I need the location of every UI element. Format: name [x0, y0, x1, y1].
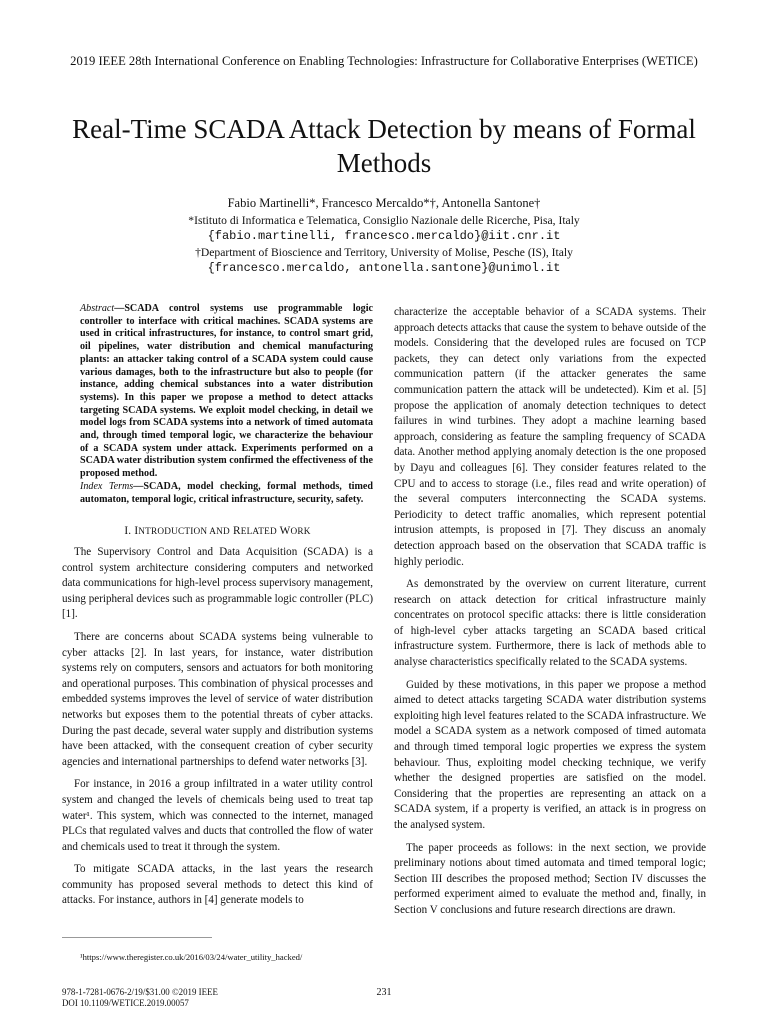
right-column-body — [394, 305, 706, 926]
intro-paragraph: To mitigate SCADA attacks, in the last years the research community has proposed several methods to detect this kind of attacks. For instance, authors in [4] generate models to — [62, 863, 373, 907]
section-heading: I. INTRODUCTION AND RELATED WORK — [124, 525, 311, 537]
author-emails-2: {francesco.mercaldo, antonella.santone}@unimol.it — [207, 261, 561, 275]
intro-paragraph: As demonstrated by the overview on current literature, current research on attack detection for critical infrastructure mainly concentrates on protocol specific attacks: there is little consideration of high-level cyber attacks targeting an SCADA based critical infrastructure system. Furthermore, there is lack of methods able to analyse characteristics specifically related to the SCADA systems. — [394, 578, 706, 669]
intro-paragraph: Guided by these motivations, in this paper we propose a method aimed to detect attacks targeting SCADA water distribution systems exploiting high level features related to the SCADA infrastructure. We model a SCADA system as a network composed of timed automata and through timed temporal logic properties we express the system behaviour. Thus, exploiting model checking technique, we verify whether the designed properties are satisfied on the model. Considering that the properties are representing an attack on a SCADA system, if a property is verified, an attack is in progress on the analysed system. — [394, 678, 706, 831]
author-list: Fabio Martinelli*, Francesco Mercaldo*†, Antonella Santone† — [227, 196, 541, 210]
intro-paragraph: There are concerns about SCADA systems being vulnerable to cyber attacks [2]. In last years, for instance, water distribution systems rely on computers, sensors and actuators for both monitoring and operational purposes. This combination of physical processes and embedded systems improves the level of service of water distribution networks but exposes them to the potential threats of cyber attacks. During the past decade, several water supply and distribution systems have been attacked, with the consequent creation of cyber security agencies and international partnerships to defend water networks [3]. — [62, 630, 373, 768]
index-terms — [80, 481, 373, 506]
author-emails-1: {fabio.martinelli, francesco.mercaldo}@iit.cnr.it — [207, 229, 561, 243]
abstract-block — [80, 303, 373, 506]
abstract-paragraph — [80, 303, 373, 481]
page-number: 231 — [376, 987, 392, 998]
affiliation-1: *Istituto di Informatica e Telematica, Consiglio Nazionale delle Ricerche, Pisa, Italy — [188, 214, 580, 227]
left-column-body — [62, 545, 373, 916]
intro-paragraph: The paper proceeds as follows: in the next section, we provide preliminary notions about timed automata and timed temporal logic; Section III describes the proposed method; Section IV discusses the performed experiment aimed to evaluate the method and, finally, in Section V conclusions and future research directions are drawn. — [394, 841, 706, 916]
paper-title: Real-Time SCADA Attack Detection by means of Formal Methods — [72, 114, 696, 178]
abstract-label: Abstract — [80, 303, 115, 314]
affiliation-2: †Department of Bioscience and Territory, University of Molise, Pesche (IS), Italy — [195, 246, 573, 259]
intro-paragraph: For instance, in 2016 a group infiltrated in a water utility control system and changed the levels of chemicals being used to treat tap water¹. This system, which was connected to the internet, managed PLCs that regulated valves and ducts that controlled the flow of water and chemicals used to treat it through the system. — [62, 778, 373, 853]
intro-paragraph: characterize the acceptable behavior of a SCADA systems. Their approach detects attacks that cause the system to behave outside of the models. Considering that the developed rules are focused on TCP packets, they can detect only variations from the expected communication pattern (if the attacker generates the same communication pattern the attack will be undetected). Kim et al. [5] propose the application of anomaly detection techniques to detect failures in wind turbines. They adopt a machine learning based approach, considering as feature the sampling frequency of SCADA data. Another method applying anomaly detection is the one proposed by Dayu and colleagues [6]. They consider features related to the CPU and to access to storage (i.e., files read and write operation) of the several computers interconnecting the SCADA systems. Periodicity to detect traffic anomalies, which represent potential intrusion attempts, is proposed in [7]. They discuss an anomaly detection approach based on the observation that SCADA traffic is highly periodic. — [394, 306, 706, 568]
abstract-text: —SCADA control systems use programmable logic controller to interface with critical machines. SCADA systems are used in critical infrastructures, for instance, to control smart grid, oil pipelines, water distribution and chemical manufacturing plants: an attacker taking control of a SCADA system could cause various damages, both to the infrastructure but also to people (for instance, adding chemical substances into a water distribution systems). In this paper we propose a method to detect attacks targeting SCADA systems. We exploit model checking, in detail we model logs from SCADA systems into a network of timed automata and, through timed temporal logic, we characterize the behaviour of a SCADA system under attack. Experiments performed on a SCADA water distribution system confirmed the effectiveness of the proposed method. — [80, 303, 373, 480]
footnote: ¹https://www.theregister.co.uk/2016/03/24/water_utility_hacked/ — [80, 952, 303, 962]
index-terms-text: —SCADA, model checking, formal methods, timed automaton, temporal logic, critical infrastructure, security, safety. — [80, 480, 373, 505]
conference-header: 2019 IEEE 28th International Conference on Enabling Technologies: Infrastructure for Collaborative Enterprises (WETICE) — [70, 54, 698, 68]
footnote-divider — [62, 937, 212, 938]
index-terms-label: Index Terms — [80, 480, 134, 492]
isbn-line: 978-1-7281-0676-2/19/$31.00 ©2019 IEEE — [62, 987, 218, 997]
doi-line: DOI 10.1109/WETICE.2019.00057 — [62, 998, 189, 1008]
intro-paragraph: The Supervisory Control and Data Acquisition (SCADA) is a control system architecture considering computers and networked data communications for high-level process supervisory management, using peripheral devices such as programmable logic controller (PLC) [1]. — [62, 546, 373, 621]
